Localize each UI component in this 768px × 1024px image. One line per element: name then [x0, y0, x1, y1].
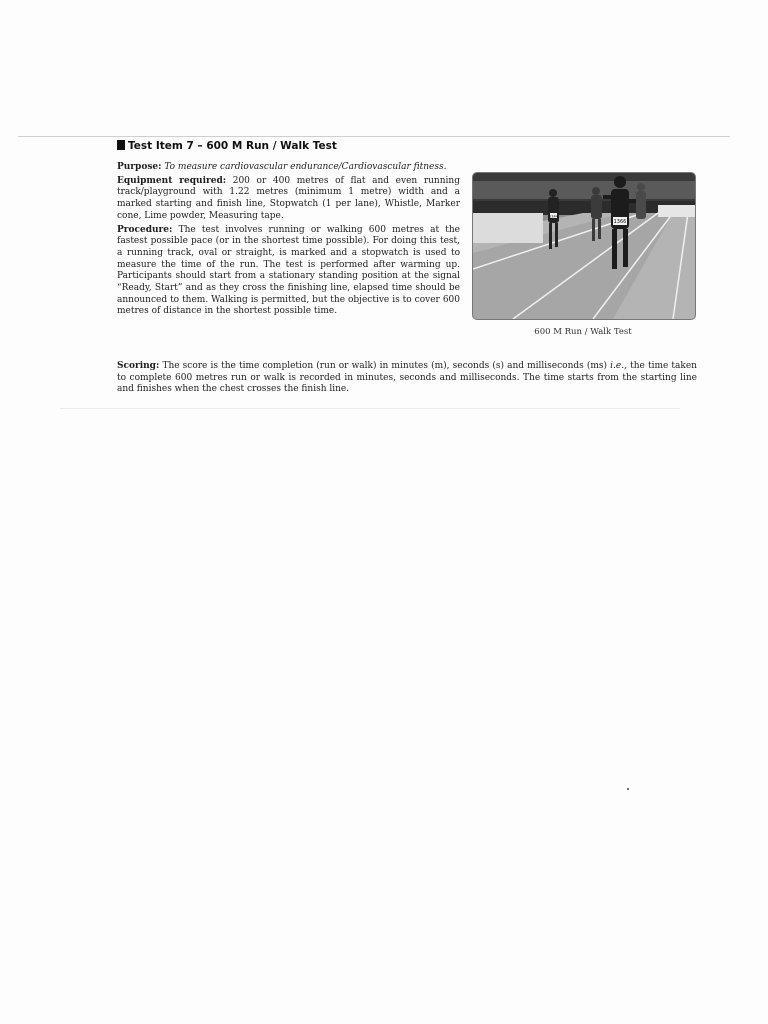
equipment-label: Equipment required: [117, 175, 227, 186]
purpose-text: To measure cardiovascular endurance/Cardiovascular fitness. [164, 162, 447, 172]
photo-caption: 600 M Run / Walk Test [534, 327, 632, 337]
scoring-text-2: the time taken to complete 600 metres run or walk is recorded in minutes, seconds and milliseconds. The time starts from the starting line and finishes when the chest crosses the finish line. [117, 361, 697, 395]
scoring-label: Scoring: [117, 361, 160, 371]
bottom-divider [60, 408, 680, 409]
procedure-paragraph [117, 225, 460, 319]
runner-bib-2: 1366 [613, 219, 627, 225]
purpose-label: Purpose: [117, 162, 162, 172]
equipment-paragraph [117, 176, 460, 223]
runner-bib-1: 1344 [549, 214, 558, 219]
top-divider [18, 136, 730, 137]
race-photo-illustration [473, 173, 695, 319]
section-heading [117, 140, 337, 152]
race-photo [472, 172, 696, 320]
heading-square-icon [117, 140, 125, 150]
purpose-paragraph [117, 162, 460, 174]
scoring-paragraph [117, 361, 697, 396]
heading-text: Test Item 7 – 600 M Run / Walk Test [128, 140, 337, 152]
main-text-column [117, 162, 460, 320]
procedure-label: Procedure: [117, 224, 173, 235]
scan-speck [627, 788, 629, 790]
scoring-ie: i.e., [610, 361, 627, 371]
equipment-text: 200 or 400 metres of flat and even running track/playground with 1.22 metres (minimum 1 metre) width and a marked starting and finish line, Stopwatch (1 per lane), Whistle, Marker cone, Lime powder, Measuring tape. [117, 175, 460, 221]
procedure-text: The test involves running or walking 600 metres at the fastest possible pace (or in the shortest time possible). For doing this test, a running track, oval or straight, is marked and a stopwatch is used to measure the time of the run. The test is performed after warming up. Participants should start from a stationary standing position at the signal “Ready, Start” and as they cross the finishing line, elapsed time should be announced to them. Walking is permitted, but the objective is to cover 600 metres of distance in the shortest possible time. [117, 224, 460, 317]
scoring-text-1: The score is the time completion (run or walk) in minutes (m), seconds (s) and milliseconds (ms) [162, 361, 608, 371]
